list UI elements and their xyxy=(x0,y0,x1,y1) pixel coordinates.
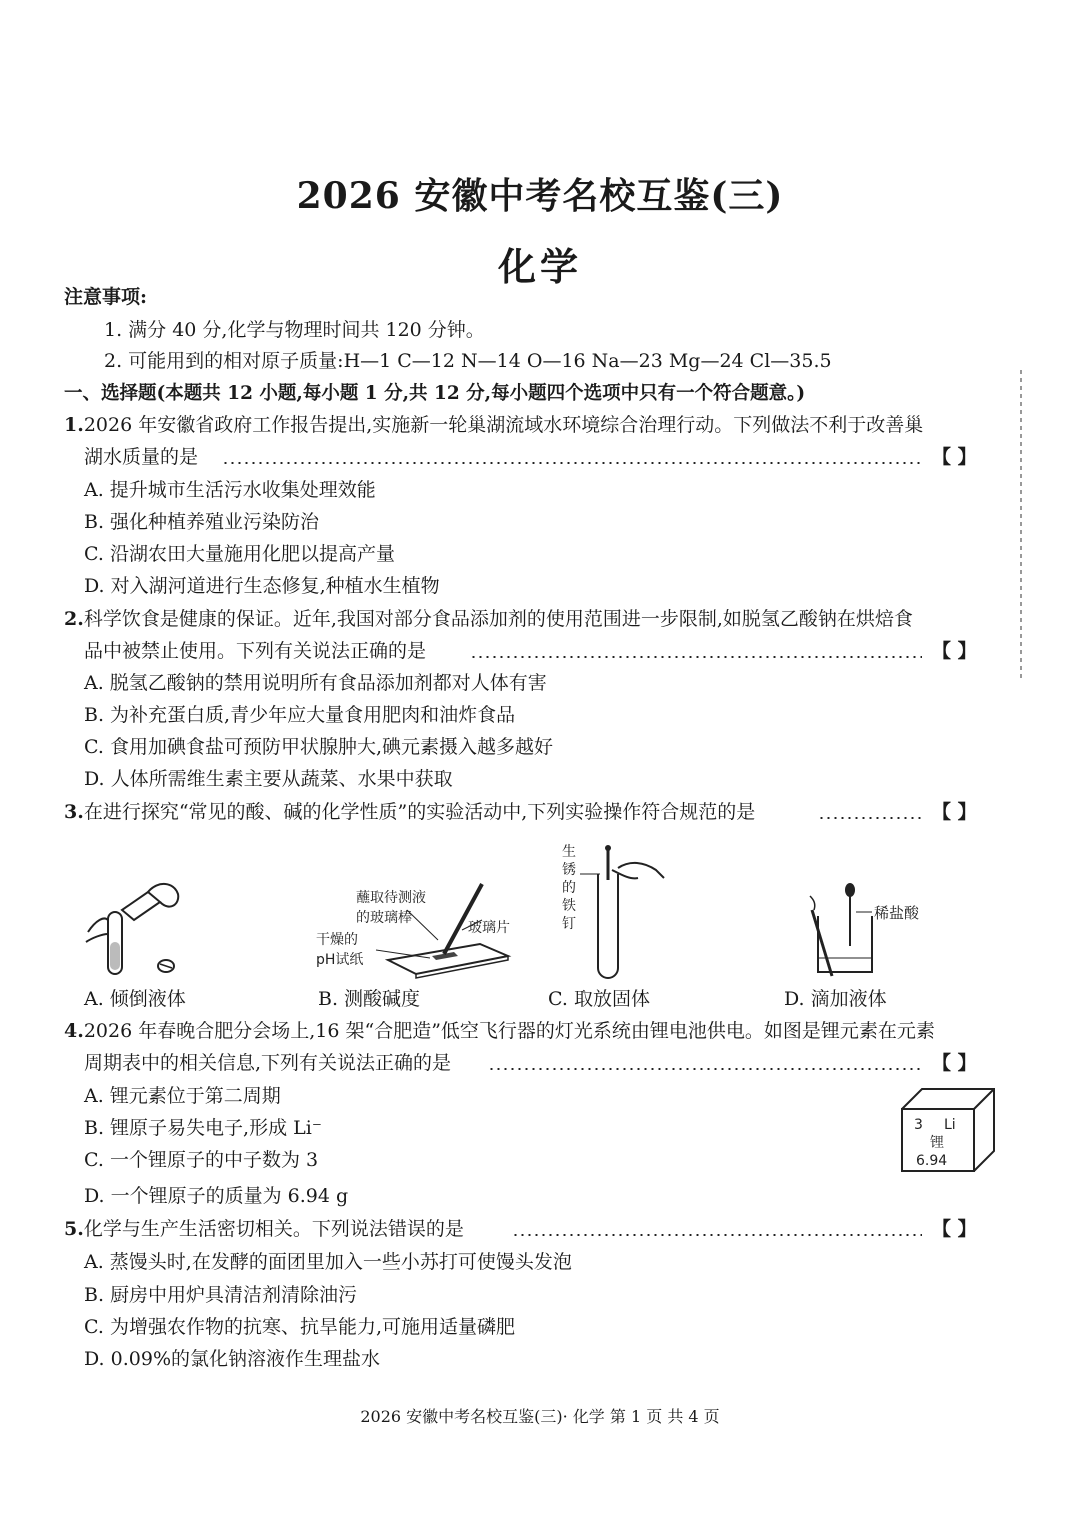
option-a: A. 锂元素位于第二周期 xyxy=(84,1085,281,1107)
option-d: D. 一个锂原子的质量为 6.94 g xyxy=(84,1185,349,1207)
page-footer: 2026 安徽中考名校互鉴(三)· 化学 第 1 页 共 4 页 xyxy=(360,1407,720,1426)
option-a: A. 蒸馒头时,在发酵的面团里加入一些小苏打可使馒头发泡 xyxy=(84,1251,572,1273)
question-text: 化学与生产生活密切相关。下列说法错误的是 xyxy=(83,1218,464,1240)
figure-label: 干燥的 xyxy=(316,932,358,948)
element-name: 锂 xyxy=(930,1135,944,1151)
element-symbol: Li xyxy=(944,1117,956,1133)
answer-leader-dots xyxy=(512,1234,922,1236)
figure-b-ph-test xyxy=(312,880,532,980)
page-title: 2026 安徽中考名校互鉴(三) xyxy=(296,175,784,217)
answer-bracket[interactable]: 【 】 xyxy=(932,446,977,468)
option-b: B. 强化种植养殖业污染防治 xyxy=(84,511,320,533)
question-text: 2026 年春晚合肥分会场上,16 架“合肥造”低空飞行器的灯光系统由锂电池供电。如图是锂元素在元素 xyxy=(83,1020,935,1042)
figure-label: 生 锈 的 铁 钉 xyxy=(562,844,576,932)
binding-edge-line xyxy=(1020,370,1022,680)
question-number: 5. xyxy=(64,1218,84,1240)
option-c: C. 一个锂原子的中子数为 3 xyxy=(84,1149,319,1171)
answer-bracket[interactable]: 【 】 xyxy=(932,1052,977,1074)
option-b: B. 锂原子易失电子,形成 Li⁻ xyxy=(84,1117,322,1139)
option-b: B. 测酸碱度 xyxy=(318,988,421,1010)
question-4-line-1 xyxy=(64,1017,935,1045)
question-2-line-2: 品中被禁止使用。下列有关说法正确的是 xyxy=(84,640,427,662)
question-number: 4. xyxy=(64,1020,84,1042)
question-4-line-2: 周期表中的相关信息,下列有关说法正确的是 xyxy=(84,1052,452,1074)
notice-item-2: 2. 可能用到的相对原子质量:H—1 C—12 N—14 O—16 Na—23 Mg—24 Cl—35.5 xyxy=(104,350,832,372)
notice-heading: 注意事项: xyxy=(64,286,148,308)
question-number: 3. xyxy=(64,801,84,823)
answer-bracket[interactable]: 【 】 xyxy=(932,801,977,823)
figure-label: 蘸取待测液 xyxy=(356,890,426,906)
option-a: A. 提升城市生活污水收集处理效能 xyxy=(84,479,376,501)
option-d: D. 0.09%的氯化钠溶液作生理盐水 xyxy=(84,1348,380,1370)
question-text: 2026 年安徽省政府工作报告提出,实施新一轮巢湖流域水环境综合治理行动。下列做法不利于改善巢 xyxy=(83,414,924,436)
option-c: C. 取放固体 xyxy=(548,988,650,1010)
question-1-line-2: 湖水质量的是 xyxy=(84,446,199,468)
answer-leader-dots xyxy=(488,1068,922,1070)
figure-d-adding-liquid xyxy=(802,876,942,980)
figure-c-label: 生锈的铁钉 xyxy=(560,840,565,841)
question-text: 科学饮食是健康的保证。近年,我国对部分食品添加剂的使用范围进一步限制,如脱氢乙酸钠在烘焙食 xyxy=(83,608,913,630)
question-1-line-1 xyxy=(64,411,923,439)
atomic-mass: 6.94 xyxy=(916,1153,948,1169)
figure-label: 玻璃片 xyxy=(468,920,510,936)
question-number: 2. xyxy=(64,608,84,630)
option-c: C. 食用加碘食盐可预防甲状腺肿大,碘元素摄入越多越好 xyxy=(84,736,553,758)
notice-item-1: 1. 满分 40 分,化学与物理时间共 120 分钟。 xyxy=(104,319,485,341)
atomic-number: 3 xyxy=(914,1117,923,1133)
option-a: A. 倾倒液体 xyxy=(84,988,186,1010)
answer-leader-dots xyxy=(818,817,922,819)
answer-bracket[interactable]: 【 】 xyxy=(932,640,977,662)
answer-leader-dots xyxy=(222,462,922,464)
section-heading: 一、选择题(本题共 12 小题,每小题 1 分,共 12 分,每小题四个选项中只有一个符合题意。) xyxy=(64,383,806,404)
subject-title: 化学 xyxy=(497,244,582,289)
option-d: D. 对入湖河道进行生态修复,种植水生植物 xyxy=(84,575,440,597)
option-c: C. 为增强农作物的抗寒、抗旱能力,可施用适量磷肥 xyxy=(84,1316,515,1338)
option-d: D. 滴加液体 xyxy=(784,988,887,1010)
option-b: B. 厨房中用炉具清洁剂清除油污 xyxy=(84,1284,358,1306)
figure-c-placing-solid xyxy=(560,840,680,980)
option-d: D. 人体所需维生素主要从蔬菜、水果中获取 xyxy=(84,768,453,790)
question-2-line-1 xyxy=(64,605,913,633)
question-5-line-1 xyxy=(64,1215,464,1243)
lithium-element-card xyxy=(898,1085,998,1175)
answer-leader-dots xyxy=(470,656,922,658)
question-3-line-1 xyxy=(64,798,755,826)
question-number: 1. xyxy=(64,414,84,436)
figure-a-pouring-liquid xyxy=(78,872,188,982)
answer-bracket[interactable]: 【 】 xyxy=(932,1218,977,1240)
figure-label: 的玻璃棒 xyxy=(356,910,412,926)
option-b: B. 为补充蛋白质,青少年应大量食用肥肉和油炸食品 xyxy=(84,704,516,726)
figure-label: 稀盐酸 xyxy=(874,904,920,922)
figure-label: pH试纸 xyxy=(316,952,364,968)
question-text: 在进行探究“常见的酸、碱的化学性质”的实验活动中,下列实验操作符合规范的是 xyxy=(83,801,756,823)
option-a: A. 脱氢乙酸钠的禁用说明所有食品添加剂都对人体有害 xyxy=(84,672,547,694)
option-c: C. 沿湖农田大量施用化肥以提高产量 xyxy=(84,543,395,565)
